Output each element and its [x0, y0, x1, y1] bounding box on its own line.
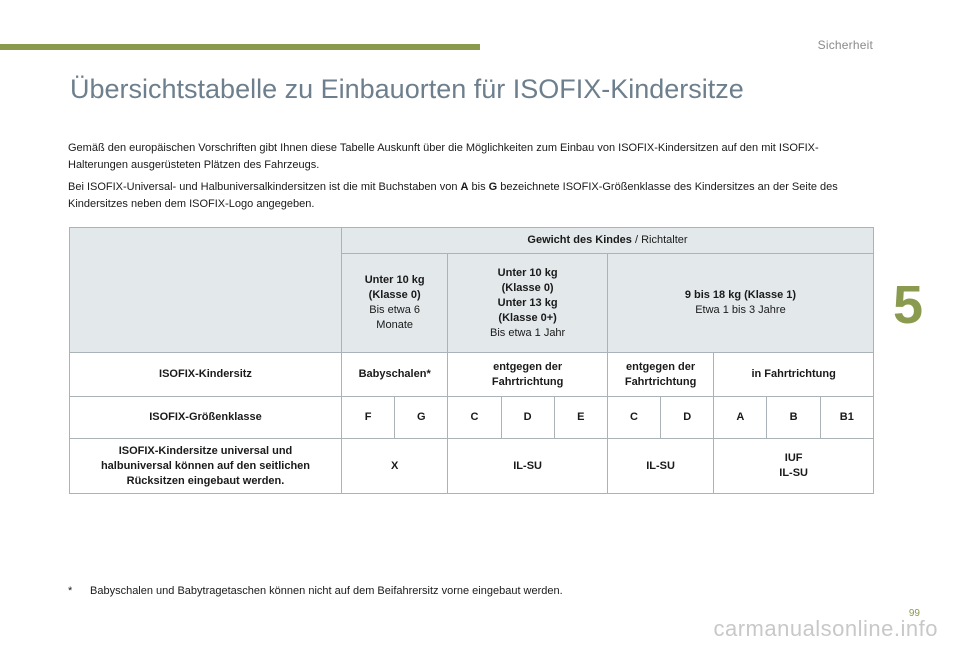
intro-paragraph-1: Gemäß den europäischen Vorschriften gibt Ihnen diese Tabelle Auskunft über die Möglichkeiten zum Einbau von ISOFIX-Kindersitzen auf den mit ISOFIX-Halterungen ausgerüsteten Plätzen des Fahrzeugs.: [68, 142, 819, 171]
isofix-table: [69, 227, 874, 494]
install-cell: X: [341, 439, 447, 494]
row-label: [70, 439, 342, 494]
cell-line: ISOFIX-Kindersitze universal und: [118, 444, 293, 457]
seat-type-cell: Babyschalen*: [341, 353, 447, 397]
section-label: Sicherheit: [817, 38, 873, 52]
footnote-text: Babyschalen und Babytragetaschen können nicht auf dem Beifahrersitz vorne eingebaut werden.: [90, 585, 563, 597]
cell-line: Unter 10 kg: [497, 266, 558, 279]
cell-line: Rücksitzen eingebaut werden.: [126, 474, 285, 487]
footnote: [68, 585, 563, 597]
cell-line: 9 bis 18 kg (Klasse 1): [684, 289, 797, 301]
weight-class-2: [448, 254, 608, 353]
install-cell: [714, 439, 874, 494]
size-class-cell: B: [767, 397, 820, 439]
cell-line: entgegen der: [493, 360, 563, 373]
size-class-cell: F: [341, 397, 394, 439]
cell-line: (Klasse 0+): [498, 311, 557, 324]
page-title: Übersichtstabelle zu Einbauorten für ISOFIX-Kindersitze: [70, 74, 744, 104]
cell-line: Monate: [376, 319, 413, 331]
cell-line: IL-SU: [779, 467, 808, 479]
cell-line: IUF: [784, 452, 803, 464]
table-row-install: [70, 439, 874, 494]
cell-line: Unter 13 kg: [497, 296, 558, 309]
seat-type-cell: [607, 353, 713, 397]
cell-line: Etwa 1 bis 3 Jahre: [695, 304, 786, 316]
install-cell: IL-SU: [448, 439, 608, 494]
cell-line: Unter 10 kg: [364, 274, 425, 286]
top-accent-bar: [0, 44, 480, 50]
table-row-size: [70, 397, 874, 439]
weight-header: [341, 228, 873, 254]
intro-text: [68, 140, 858, 218]
intro-text-part: bezeichnete ISOFIX-Größenklasse des Kindersitzes an der Seite des Kindersitzes neben dem ISOFIX-Logo angegeben.: [68, 181, 838, 210]
letter-a: A: [460, 181, 469, 193]
install-cell: IL-SU: [607, 439, 713, 494]
empty-corner-cell: [70, 228, 342, 353]
size-class-cell: C: [448, 397, 501, 439]
cell-line: (Klasse 0): [368, 289, 421, 301]
cell-line: Fahrtrichtung: [624, 375, 697, 388]
table-header-row: [70, 228, 874, 254]
size-class-cell: D: [501, 397, 554, 439]
cell-line: Bis etwa 1 Jahr: [490, 326, 566, 339]
cell-line: (Klasse 0): [501, 281, 554, 294]
footnote-mark: *: [68, 585, 73, 597]
intro-text-part: Bei ISOFIX-Universal- und Halbuniversalkindersitzen ist die mit Buchstaben von: [68, 181, 461, 193]
seat-type-cell: in Fahrtrichtung: [714, 353, 874, 397]
row-label: ISOFIX-Größenklasse: [70, 397, 342, 439]
seat-type-cell: [448, 353, 608, 397]
weight-header-rest: / Richtalter: [631, 234, 688, 246]
size-class-cell: A: [714, 397, 767, 439]
intro-text-part: bis: [468, 181, 489, 193]
cell-line: entgegen der: [626, 360, 696, 373]
cell-line: halbuniversal können auf den seitlichen: [100, 459, 311, 472]
size-class-cell: G: [395, 397, 448, 439]
row-label: ISOFIX-Kindersitz: [70, 353, 342, 397]
cell-line: Bis etwa 6: [369, 304, 421, 316]
weight-header-bold: Gewicht des Kindes: [527, 234, 632, 246]
chapter-number: 5: [893, 275, 924, 335]
page-number: 99: [908, 608, 920, 619]
intro-paragraph-2: [68, 179, 858, 213]
table-row-seat: [70, 353, 874, 397]
size-class-cell: D: [661, 397, 714, 439]
weight-class-1: [341, 254, 447, 353]
watermark: carmanualsonline.info: [713, 616, 938, 641]
size-class-cell: E: [554, 397, 607, 439]
size-class-cell: B1: [820, 397, 873, 439]
letter-g: G: [488, 181, 498, 193]
size-class-cell: C: [607, 397, 660, 439]
weight-class-3: [607, 254, 873, 353]
cell-line: Fahrtrichtung: [491, 375, 564, 388]
